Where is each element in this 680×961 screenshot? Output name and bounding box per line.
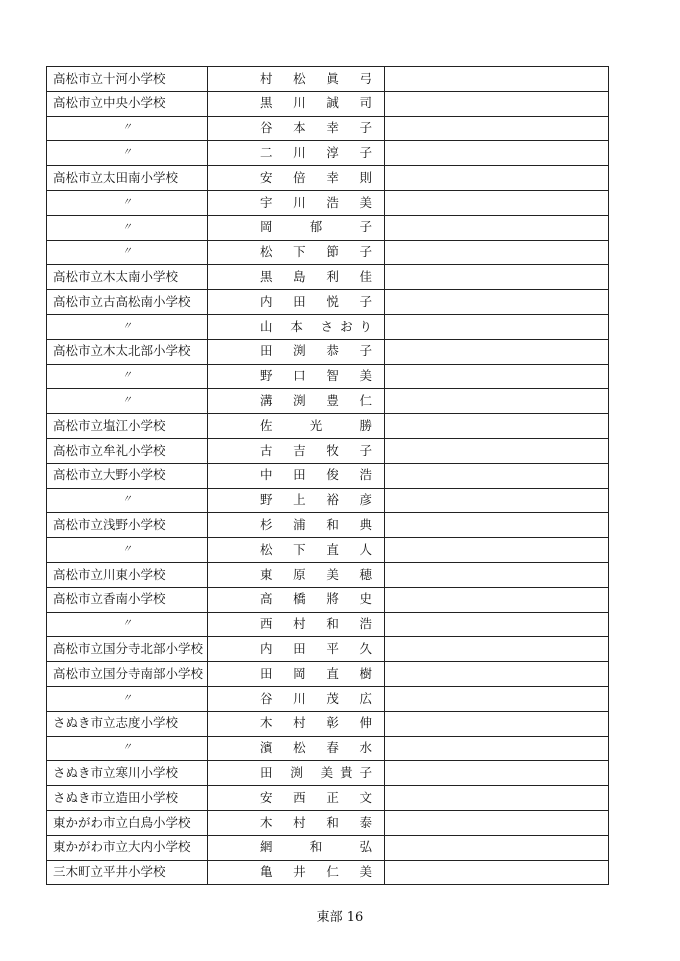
- table-row: [47, 686, 609, 711]
- school-cell: 高松市立国分寺南部小学校: [47, 662, 208, 687]
- note-cell: [385, 389, 609, 414]
- school-cell: 高松市立木太南小学校: [47, 265, 208, 290]
- person-name: 高 橋 將 史: [260, 591, 372, 607]
- table-row: [47, 389, 609, 414]
- note-cell: [385, 612, 609, 637]
- school-cell: 〃: [47, 736, 208, 761]
- note-cell: [385, 711, 609, 736]
- person-name: 松 下 直 人: [260, 541, 372, 557]
- table-row: [47, 116, 609, 141]
- name-cell: [208, 786, 385, 811]
- school-cell: 高松市立大野小学校: [47, 463, 208, 488]
- table-row: [47, 711, 609, 736]
- person-name: 松 下 節 子: [260, 244, 372, 260]
- note-cell: [385, 116, 609, 141]
- name-cell: [208, 686, 385, 711]
- table-row: [47, 612, 609, 637]
- school-cell: 高松市立香南小学校: [47, 587, 208, 612]
- person-name: 杉 浦 和 典: [260, 516, 372, 532]
- school-cell: さぬき市立寒川小学校: [47, 761, 208, 786]
- note-cell: [385, 240, 609, 265]
- person-name: 内 田 悦 子: [260, 293, 372, 309]
- table-row: [47, 810, 609, 835]
- note-cell: [385, 835, 609, 860]
- page-footer: 東部 16: [316, 910, 364, 925]
- table-row: [47, 736, 609, 761]
- table-row: [47, 91, 609, 116]
- note-cell: [385, 265, 609, 290]
- person-name: 野 口 智 美: [260, 368, 372, 384]
- person-name: 田 渕 美貴子: [260, 764, 372, 780]
- person-name: 黒 川 誠 司: [260, 95, 372, 111]
- school-cell: 高松市立国分寺北部小学校: [47, 637, 208, 662]
- note-cell: [385, 662, 609, 687]
- note-cell: [385, 686, 609, 711]
- person-name: 野 上 裕 彦: [260, 492, 372, 508]
- name-cell: [208, 810, 385, 835]
- school-cell: 高松市立太田南小学校: [47, 166, 208, 191]
- name-cell: [208, 662, 385, 687]
- note-cell: [385, 91, 609, 116]
- name-cell: [208, 513, 385, 538]
- school-cell: 高松市立牟礼小学校: [47, 438, 208, 463]
- person-name: 村 松 眞 弓: [260, 70, 372, 86]
- name-cell: [208, 290, 385, 315]
- name-cell: [208, 91, 385, 116]
- person-name: 谷 川 茂 広: [260, 690, 372, 706]
- note-cell: [385, 761, 609, 786]
- note-cell: [385, 513, 609, 538]
- table-row: [47, 290, 609, 315]
- table-row: [47, 240, 609, 265]
- school-cell: 〃: [47, 488, 208, 513]
- person-name: 佐 光 勝: [260, 417, 372, 433]
- school-cell: 高松市立木太北部小学校: [47, 339, 208, 364]
- school-cell: 〃: [47, 389, 208, 414]
- school-cell: 高松市立十河小学校: [47, 67, 208, 92]
- table-row: [47, 761, 609, 786]
- note-cell: [385, 488, 609, 513]
- name-cell: [208, 339, 385, 364]
- school-cell: 〃: [47, 215, 208, 240]
- note-cell: [385, 736, 609, 761]
- table-row: [47, 190, 609, 215]
- note-cell: [385, 562, 609, 587]
- table-row: [47, 314, 609, 339]
- table-row: [47, 438, 609, 463]
- note-cell: [385, 538, 609, 563]
- roster-table: [46, 66, 609, 885]
- note-cell: [385, 364, 609, 389]
- note-cell: [385, 67, 609, 92]
- name-cell: [208, 438, 385, 463]
- name-cell: [208, 835, 385, 860]
- note-cell: [385, 860, 609, 885]
- table-row: [47, 215, 609, 240]
- school-cell: 高松市立浅野小学校: [47, 513, 208, 538]
- note-cell: [385, 810, 609, 835]
- table-row: [47, 488, 609, 513]
- name-cell: [208, 240, 385, 265]
- person-name: 安 倍 幸 則: [260, 169, 372, 185]
- table-row: [47, 562, 609, 587]
- table-row: [47, 339, 609, 364]
- school-cell: さぬき市立造田小学校: [47, 786, 208, 811]
- roster-document: [46, 66, 609, 885]
- school-cell: 〃: [47, 314, 208, 339]
- school-cell: 〃: [47, 538, 208, 563]
- name-cell: [208, 265, 385, 290]
- person-name: 黒 島 利 佳: [260, 269, 372, 285]
- table-row: [47, 67, 609, 92]
- table-row: [47, 166, 609, 191]
- table-row: [47, 835, 609, 860]
- school-cell: 高松市立川東小学校: [47, 562, 208, 587]
- note-cell: [385, 215, 609, 240]
- person-name: 溝 渕 豊 仁: [260, 393, 372, 408]
- person-name: 田 岡 直 樹: [260, 665, 372, 681]
- school-cell: さぬき市立志度小学校: [47, 711, 208, 736]
- school-cell: 〃: [47, 364, 208, 389]
- school-cell: 〃: [47, 240, 208, 265]
- table-row: [47, 463, 609, 488]
- school-cell: 東かがわ市立白鳥小学校: [47, 810, 208, 835]
- note-cell: [385, 166, 609, 191]
- name-cell: [208, 761, 385, 786]
- person-name: 西 村 和 浩: [260, 616, 372, 632]
- school-cell: 〃: [47, 612, 208, 637]
- person-name: 濱 松 春 水: [260, 740, 372, 756]
- person-name: 谷 本 幸 子: [260, 120, 372, 136]
- person-name: 東 原 美 穂: [260, 566, 372, 582]
- note-cell: [385, 314, 609, 339]
- name-cell: [208, 314, 385, 339]
- school-cell: 〃: [47, 116, 208, 141]
- name-cell: [208, 562, 385, 587]
- table-row: [47, 414, 609, 439]
- name-cell: [208, 116, 385, 141]
- table-row: [47, 364, 609, 389]
- person-name: 中 田 俊 浩: [260, 467, 372, 483]
- person-name: 岡 郁 子: [260, 219, 372, 235]
- name-cell: [208, 637, 385, 662]
- note-cell: [385, 141, 609, 166]
- name-cell: [208, 860, 385, 885]
- note-cell: [385, 290, 609, 315]
- roster-table-body: [47, 67, 609, 885]
- name-cell: [208, 414, 385, 439]
- school-cell: 東かがわ市立大内小学校: [47, 835, 208, 860]
- name-cell: [208, 711, 385, 736]
- note-cell: [385, 637, 609, 662]
- note-cell: [385, 463, 609, 488]
- note-cell: [385, 438, 609, 463]
- school-cell: 〃: [47, 141, 208, 166]
- table-row: [47, 662, 609, 687]
- name-cell: [208, 587, 385, 612]
- name-cell: [208, 166, 385, 191]
- table-row: [47, 587, 609, 612]
- note-cell: [385, 587, 609, 612]
- name-cell: [208, 463, 385, 488]
- name-cell: [208, 538, 385, 563]
- name-cell: [208, 190, 385, 215]
- person-name: 網 和 弘: [260, 839, 372, 855]
- school-cell: 高松市立中央小学校: [47, 91, 208, 116]
- name-cell: [208, 389, 385, 414]
- table-row: [47, 860, 609, 885]
- school-cell: 高松市立古高松南小学校: [47, 290, 208, 315]
- person-name: 古 吉 牧 子: [260, 442, 372, 458]
- table-row: [47, 265, 609, 290]
- school-cell: 高松市立塩江小学校: [47, 414, 208, 439]
- note-cell: [385, 339, 609, 364]
- name-cell: [208, 612, 385, 637]
- person-name: 内 田 平 久: [260, 640, 372, 656]
- school-cell: 〃: [47, 686, 208, 711]
- note-cell: [385, 786, 609, 811]
- name-cell: [208, 67, 385, 92]
- table-row: [47, 637, 609, 662]
- person-name: 宇 川 浩 美: [260, 194, 372, 210]
- note-cell: [385, 190, 609, 215]
- name-cell: [208, 364, 385, 389]
- school-cell: 〃: [47, 190, 208, 215]
- person-name: 山 本 さおり: [260, 318, 372, 334]
- person-name: 安 西 正 文: [260, 789, 372, 805]
- person-name: 木 村 彰 伸: [260, 715, 372, 731]
- school-cell: 三木町立平井小学校: [47, 860, 208, 885]
- table-row: [47, 786, 609, 811]
- name-cell: [208, 736, 385, 761]
- table-row: [47, 141, 609, 166]
- table-row: [47, 538, 609, 563]
- name-cell: [208, 488, 385, 513]
- person-name: 田 渕 恭 子: [260, 343, 372, 359]
- person-name: 亀 井 仁 美: [260, 864, 372, 880]
- person-name: 二 川 淳 子: [260, 145, 372, 161]
- person-name: 木 村 和 泰: [260, 814, 372, 830]
- name-cell: [208, 141, 385, 166]
- note-cell: [385, 414, 609, 439]
- name-cell: [208, 215, 385, 240]
- table-row: [47, 513, 609, 538]
